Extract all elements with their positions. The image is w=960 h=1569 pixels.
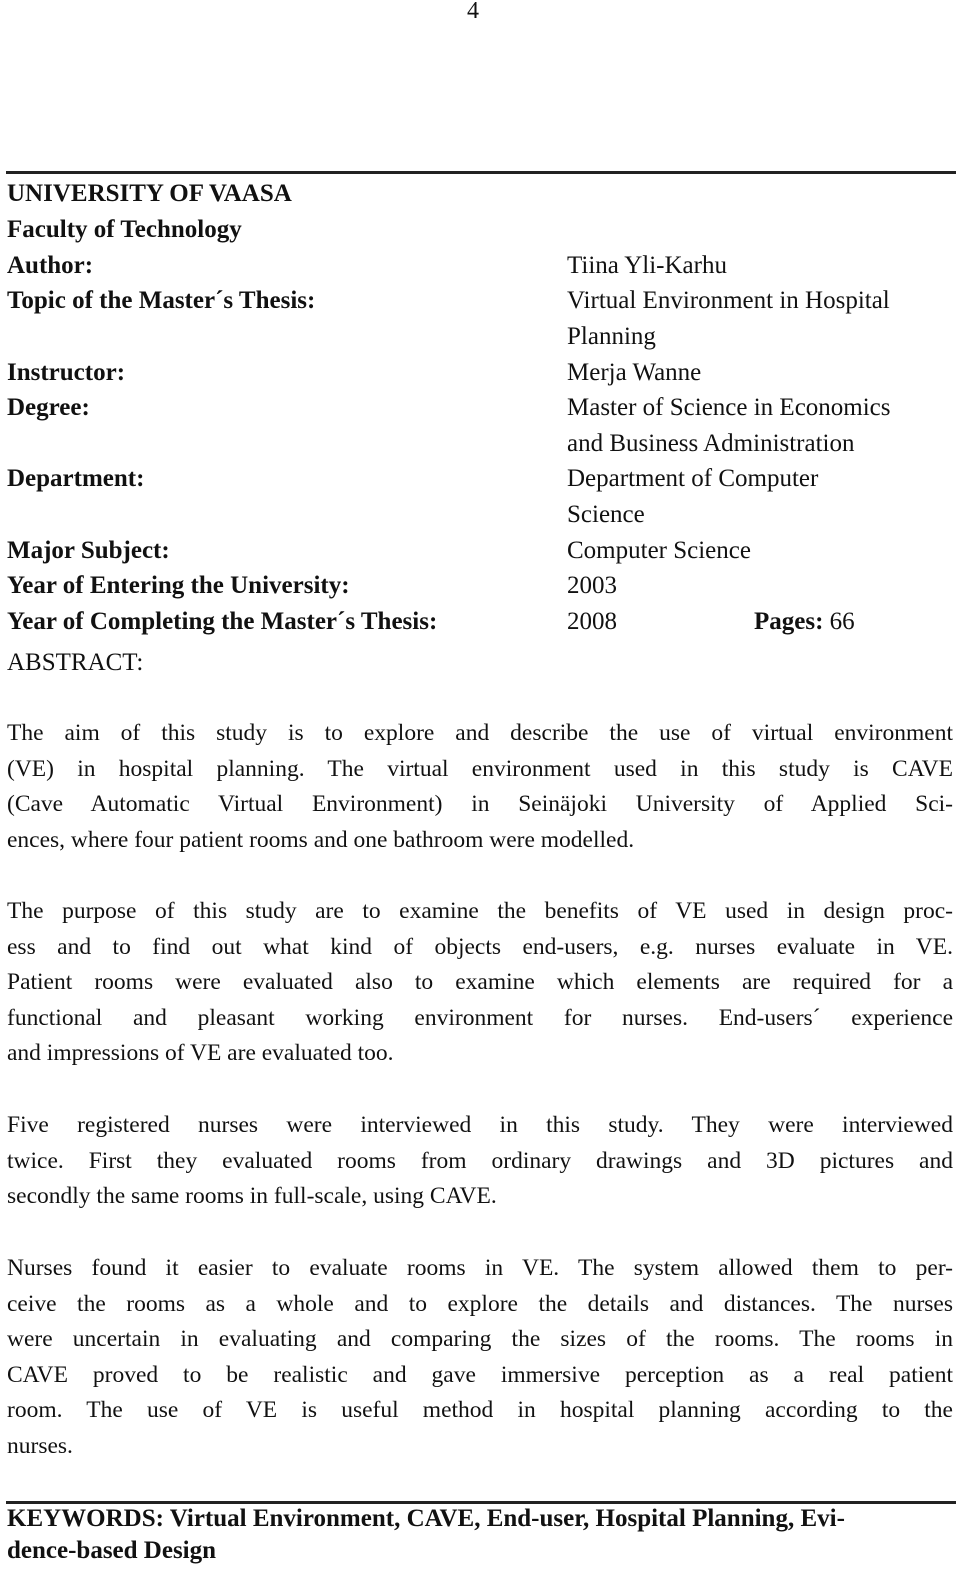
department-value-line-1: Department of Computer <box>567 465 819 492</box>
degree-value-line-2: and Business Administration <box>567 430 855 457</box>
paragraph-line: nurses. <box>7 1432 73 1459</box>
major-subject-label: Major Subject: <box>7 537 170 564</box>
paragraph-line: ess and to find out what kind of objects end-users, e.g. nurses evaluate in VE. <box>7 933 953 960</box>
degree-value-line-1: Master of Science in Economics <box>567 394 891 421</box>
keywords <box>7 1503 907 1567</box>
topic-value-line-2: Planning <box>567 323 656 350</box>
paragraph-line: (VE) in hospital planning. The virtual environment used in this study is CAVE <box>7 755 953 782</box>
abstract-paragraph-2 <box>7 894 953 1072</box>
paragraph-line: Five registered nurses were interviewed in this study. They were interviewed <box>7 1112 953 1138</box>
paragraph-line: The purpose of this study are to examine the benefits of VE used in design proc- <box>7 898 953 924</box>
abstract-paragraph-1 <box>7 716 953 858</box>
paragraph-line: room. The use of VE is useful method in hospital planning according to the <box>7 1397 953 1424</box>
department-label: Department: <box>7 465 145 492</box>
abstract-paragraph-4 <box>7 1251 953 1465</box>
paragraph-line: secondly the same rooms in full-scale, using CAVE. <box>7 1183 497 1210</box>
pages-label: Pages: <box>754 608 824 635</box>
paragraph-line: The aim of this study is to explore and describe the use of virtual environment <box>7 720 953 746</box>
paragraph-line: Nurses found it easier to evaluate rooms in VE. The system allowed them to per- <box>7 1255 953 1281</box>
paragraph-line: ceive the rooms as a whole and to explore the details and distances. The nurses <box>7 1290 953 1317</box>
paragraph-line: (Cave Automatic Virtual Environment) in Seinäjoki University of Applied Sci- <box>7 791 953 818</box>
abstract-paragraph-3 <box>7 1108 953 1215</box>
university-heading: UNIVERSITY OF VAASA <box>7 180 292 207</box>
paragraph-line: ences, where four patient rooms and one bathroom were modelled. <box>7 826 635 853</box>
topic-label: Topic of the Master´s Thesis: <box>7 287 316 314</box>
top-divider <box>6 171 956 174</box>
keywords-line-2: dence-based Design <box>7 1537 217 1564</box>
paragraph-line: Patient rooms were evaluated also to examine which elements are required for a <box>7 969 953 996</box>
instructor-label: Instructor: <box>7 359 126 386</box>
paragraph-line: twice. First they evaluated rooms from ordinary drawings and 3D pictures and <box>7 1147 953 1174</box>
pages-count <box>754 604 855 640</box>
keywords-line-1: KEYWORDS: Virtual Environment, CAVE, End-user, Hospital Planning, Evi- <box>7 1505 845 1532</box>
year-completing-value: 2008 <box>567 608 617 635</box>
paragraph-line: functional and pleasant working environment for nurses. End-users´ experience <box>7 1004 953 1031</box>
topic-value-line-1: Virtual Environment in Hospital <box>567 287 890 314</box>
year-entering-label: Year of Entering the University: <box>7 572 350 599</box>
abstract-heading <box>7 645 143 681</box>
paragraph-line: were uncertain in evaluating and comparing the sizes of the rooms. The rooms in <box>7 1326 953 1353</box>
author-value: Tiina Yli-Karhu <box>567 252 727 279</box>
paragraph-line: CAVE proved to be realistic and gave immersive perception as a real patient <box>7 1361 953 1388</box>
instructor-value: Merja Wanne <box>567 359 702 386</box>
paragraph-line: and impressions of VE are evaluated too. <box>7 1040 394 1067</box>
department-value-line-2: Science <box>567 501 645 528</box>
page-number: 4 <box>467 0 479 24</box>
year-entering-value: 2003 <box>567 572 617 599</box>
abstract-heading-text: ABSTRACT: <box>7 649 144 676</box>
author-label: Author: <box>7 252 94 279</box>
pages-value: 66 <box>829 608 855 635</box>
degree-label: Degree: <box>7 394 90 421</box>
faculty-heading: Faculty of Technology <box>7 216 242 243</box>
major-subject-value: Computer Science <box>567 537 751 564</box>
year-completing-label: Year of Completing the Master´s Thesis: <box>7 608 438 635</box>
